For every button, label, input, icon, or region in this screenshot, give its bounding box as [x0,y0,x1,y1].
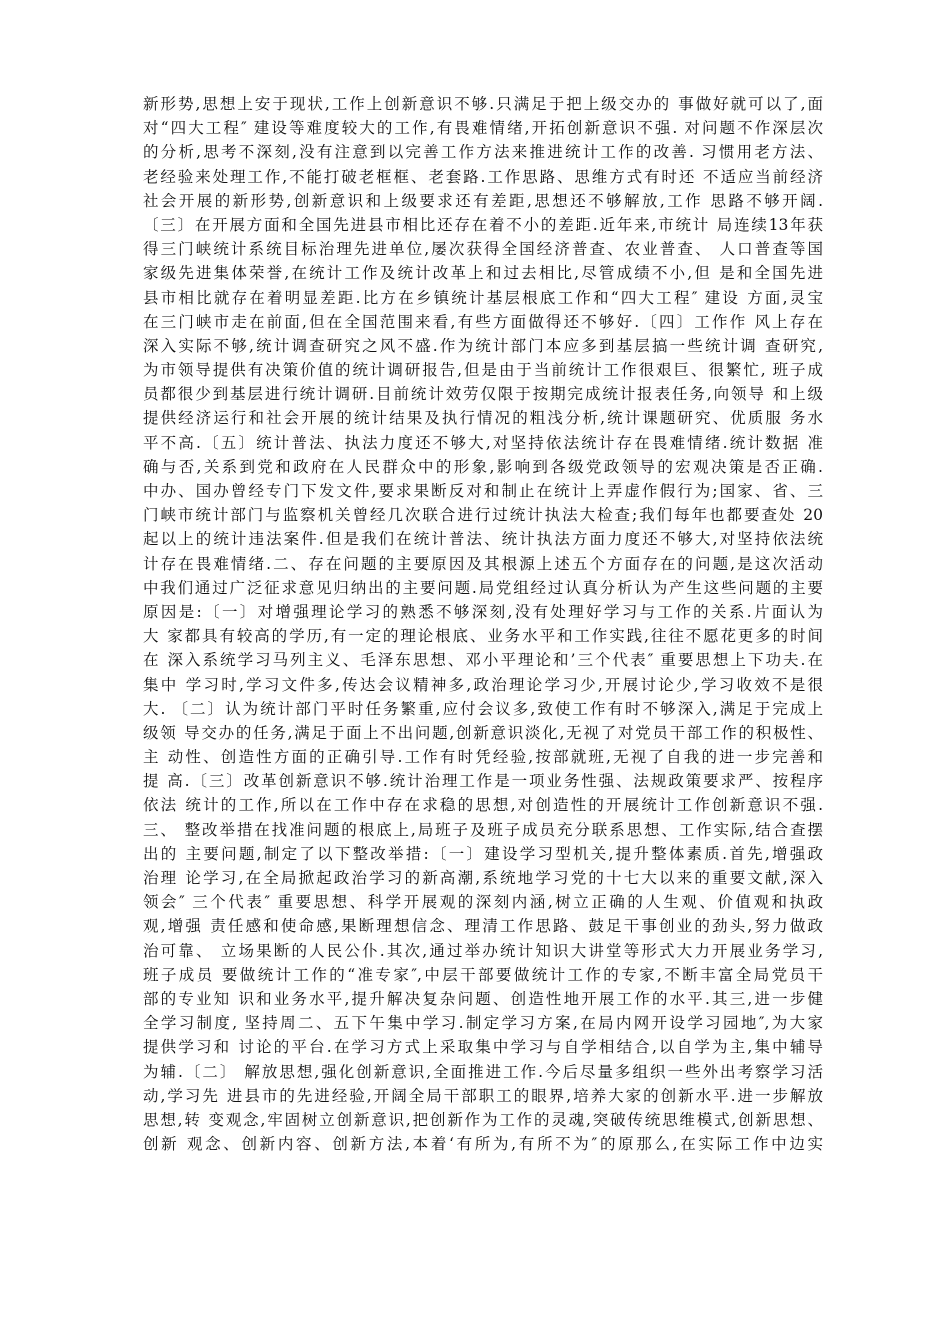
body-text-line: 三、 整改举措在找准问题的根底上,局班子及班子成员充分联系思想、工作实际,结合查摆 [143,820,823,839]
body-text-line: 治可靠、 立场果断的人民公仆.其次,通过举办统计知识大讲堂等形式大力开展业务学习, [143,941,823,960]
body-text-line: 领会″ 三个代表″ 重要思想、科学开展观的深刻内涵,树立正确的人生观、价值观和执政 [143,893,823,912]
body-text-line: 级领 导交办的任务,满足于面上不出问题,创新意识淡化,无视了对党员干部工作的积极性、 [143,723,823,742]
body-text-line: 主 动性、创造性方面的正确引导.工作有时凭经验,按部就班,无视了自我的进一步完善和 [143,748,823,767]
body-text-line: 班子成员 要做统计工作的“准专家″,中层干部要做统计工作的专家,不断丰富全局党员干 [143,965,823,984]
body-text-line: 中办、国办曾经专门下发文件,要求果断反对和制止在统计上弄虚作假行为;国家、省、三 [143,482,823,500]
body-text-line: 〔三〕在开展方面和全国先进县市相比还存在着不小的差距.近年来,市统计 局连续13年获 [143,215,823,234]
body-text-line: 计存在畏难情绪.二、存在问题的主要原因及其根源上述五个方面存在的问题,是这次活动 [143,554,823,573]
body-text-line: 中我们通过广泛征求意见归纳出的主要问题.局党组经过认真分析认为产生这些问题的主要 [143,578,823,597]
body-text-line: 集中 学习时,学习文件多,传达会议精神多,政治理论学习少,开展讨论少,学习收效不是很 [143,675,823,694]
body-text-line: 起以上的统计违法案件.但是我们在统计普法、统计执法方面力度还不够大,对坚持依法统 [143,530,823,549]
body-text-line: 平不高.〔五〕统计普法、执法力度还不够大,对坚持依法统计存在畏难情绪.统计数据 准 [143,433,823,452]
body-text-line: 治理 论学习,在全局掀起政治学习的新高潮,系统地学习党的十七大以来的重要文献,深入 [143,869,823,887]
body-text-line: 门峡市统计部门与监察机关曾经几次联合进行过统计执法大检查;我们每年也都要查处 20 [143,506,823,525]
body-text-line: 对“四大工程″ 建设等难度较大的工作,有畏难情绪,开拓创新意识不强. 对问题不作深层次 [143,119,823,138]
body-text-line: 新形势,思想上安于现状,工作上创新意识不够.只满足于把上级交办的 事做好就可以了,面 [143,95,823,113]
body-text-line: 深入实际不够,统计调查研究之风不盛.作为统计部门本应多到基层搞一些统计调 查研究, [143,336,823,355]
body-text-line: 大. 〔二〕认为统计部门平时任务繁重,应付会议多,致使工作有时不够深入,满足于完成上 [143,699,823,718]
body-text-line: 在三门峡市走在前面,但在全国范围来看,有些方面做得还不够好.〔四〕工作作 风上存在 [143,312,823,331]
body-text-line: 提供经济运行和社会开展的统计结果及执行情况的粗浅分析,统计课题研究、优质服 务水 [143,409,823,428]
body-text-line: 确与否,关系到党和政府在人民群众中的形象,影响到各级党政领导的宏观决策是否正确. [143,457,823,476]
body-text-line: 县市相比就存在着明显差距.比方在乡镇统计基层根底工作和“四大工程″ 建设 方面,灵宝 [143,288,823,307]
body-text-line: 动,学习先 进县市的先进经验,开阔全局干部职工的眼界,培养大家的创新水平.进一步解放 [143,1086,823,1105]
body-text-line: 的分析,思考不深刻,没有注意到以完善工作方法来推进统计工作的改善. 习惯用老方法、 [143,143,823,162]
body-text-line: 思想,转 变观念,牢固树立创新意识,把创新作为工作的灵魂,突破传统思维模式,创新思想、 [143,1110,823,1129]
body-text-line: 社会开展的新形势,创新意识和上级要求还有差距,思想还不够解放,工作 思路不够开阔. [143,191,823,210]
body-text-line: 依法 统计的工作,所以在工作中存在求稳的思想,对创造性的开展统计工作创新意识不强. [143,796,823,815]
document-body [143,92,823,1156]
body-text-line: 得三门峡统计系统目标治理先进单位,屡次获得全国经济普查、农业普查、 人口普查等国 [143,240,823,259]
body-text-line: 员都很少到基层进行统计调研.目前统计效劳仅限于按期完成统计报表任务,向领导 和上级 [143,385,823,404]
body-text-line: 家级先进集体荣誉,在统计工作及统计改革上和过去相比,尽管成绩不小,但 是和全国先进 [143,264,823,283]
body-text-line: 原因是:〔一〕对增强理论学习的熟悉不够深刻,没有处理好学习与工作的关系.片面认为 [143,602,823,621]
body-text-line: 观,增强 责任感和使命感,果断理想信念、理清工作思路、鼓足干事创业的劲头,努力做政 [143,917,823,936]
body-text-line: 部的专业知 识和业务水平,提升解决复杂问题、创造性地开展工作的水平.其三,进一步健 [143,989,823,1008]
body-text-line: 为市领导提供有决策价值的统计调研报告,但是由于当前统计工作很艰巨、很繁忙, 班子成 [143,361,823,380]
body-text-line: 提 高.〔三〕改革创新意识不够.统计治理工作是一项业务性强、法规政策要求严、按程序 [143,772,823,791]
body-text-line: 为辅.〔二〕 解放思想,强化创新意识,全面推进工作.今后尽量多组织一些外出考察学习活 [143,1062,823,1081]
body-text-line: 全学习制度, 坚持周二、五下午集中学习.制定学习方案,在局内网开设学习园地″,为大家 [143,1014,823,1033]
body-text-line: 出的 主要问题,制定了以下整改举措:〔一〕建设学习型机关,提升整体素质.首先,增强政 [143,844,823,863]
body-text-line: 在 深入系统学习马列主义、毛泽东思想、邓小平理论和’三个代表″ 重要思想上下功夫.在 [143,651,823,670]
body-text-line: 提供学习和 讨论的平台.在学习方式上采取集中学习与自学相结合,以自学为主,集中辅导 [143,1038,823,1057]
body-text-line: 创新 观念、创新内容、创新方法,本着‘有所为,有所不为″的原那么,在实际工作中边实 [143,1135,823,1154]
body-text-line: 大 家都具有较高的学历,有一定的理论根底、业务水平和工作实践,往往不愿花更多的时间 [143,627,823,646]
body-text-line: 老经验来处理工作,不能打破老框框、老套路.工作思路、思维方式有时还 不适应当前经济 [143,167,823,186]
